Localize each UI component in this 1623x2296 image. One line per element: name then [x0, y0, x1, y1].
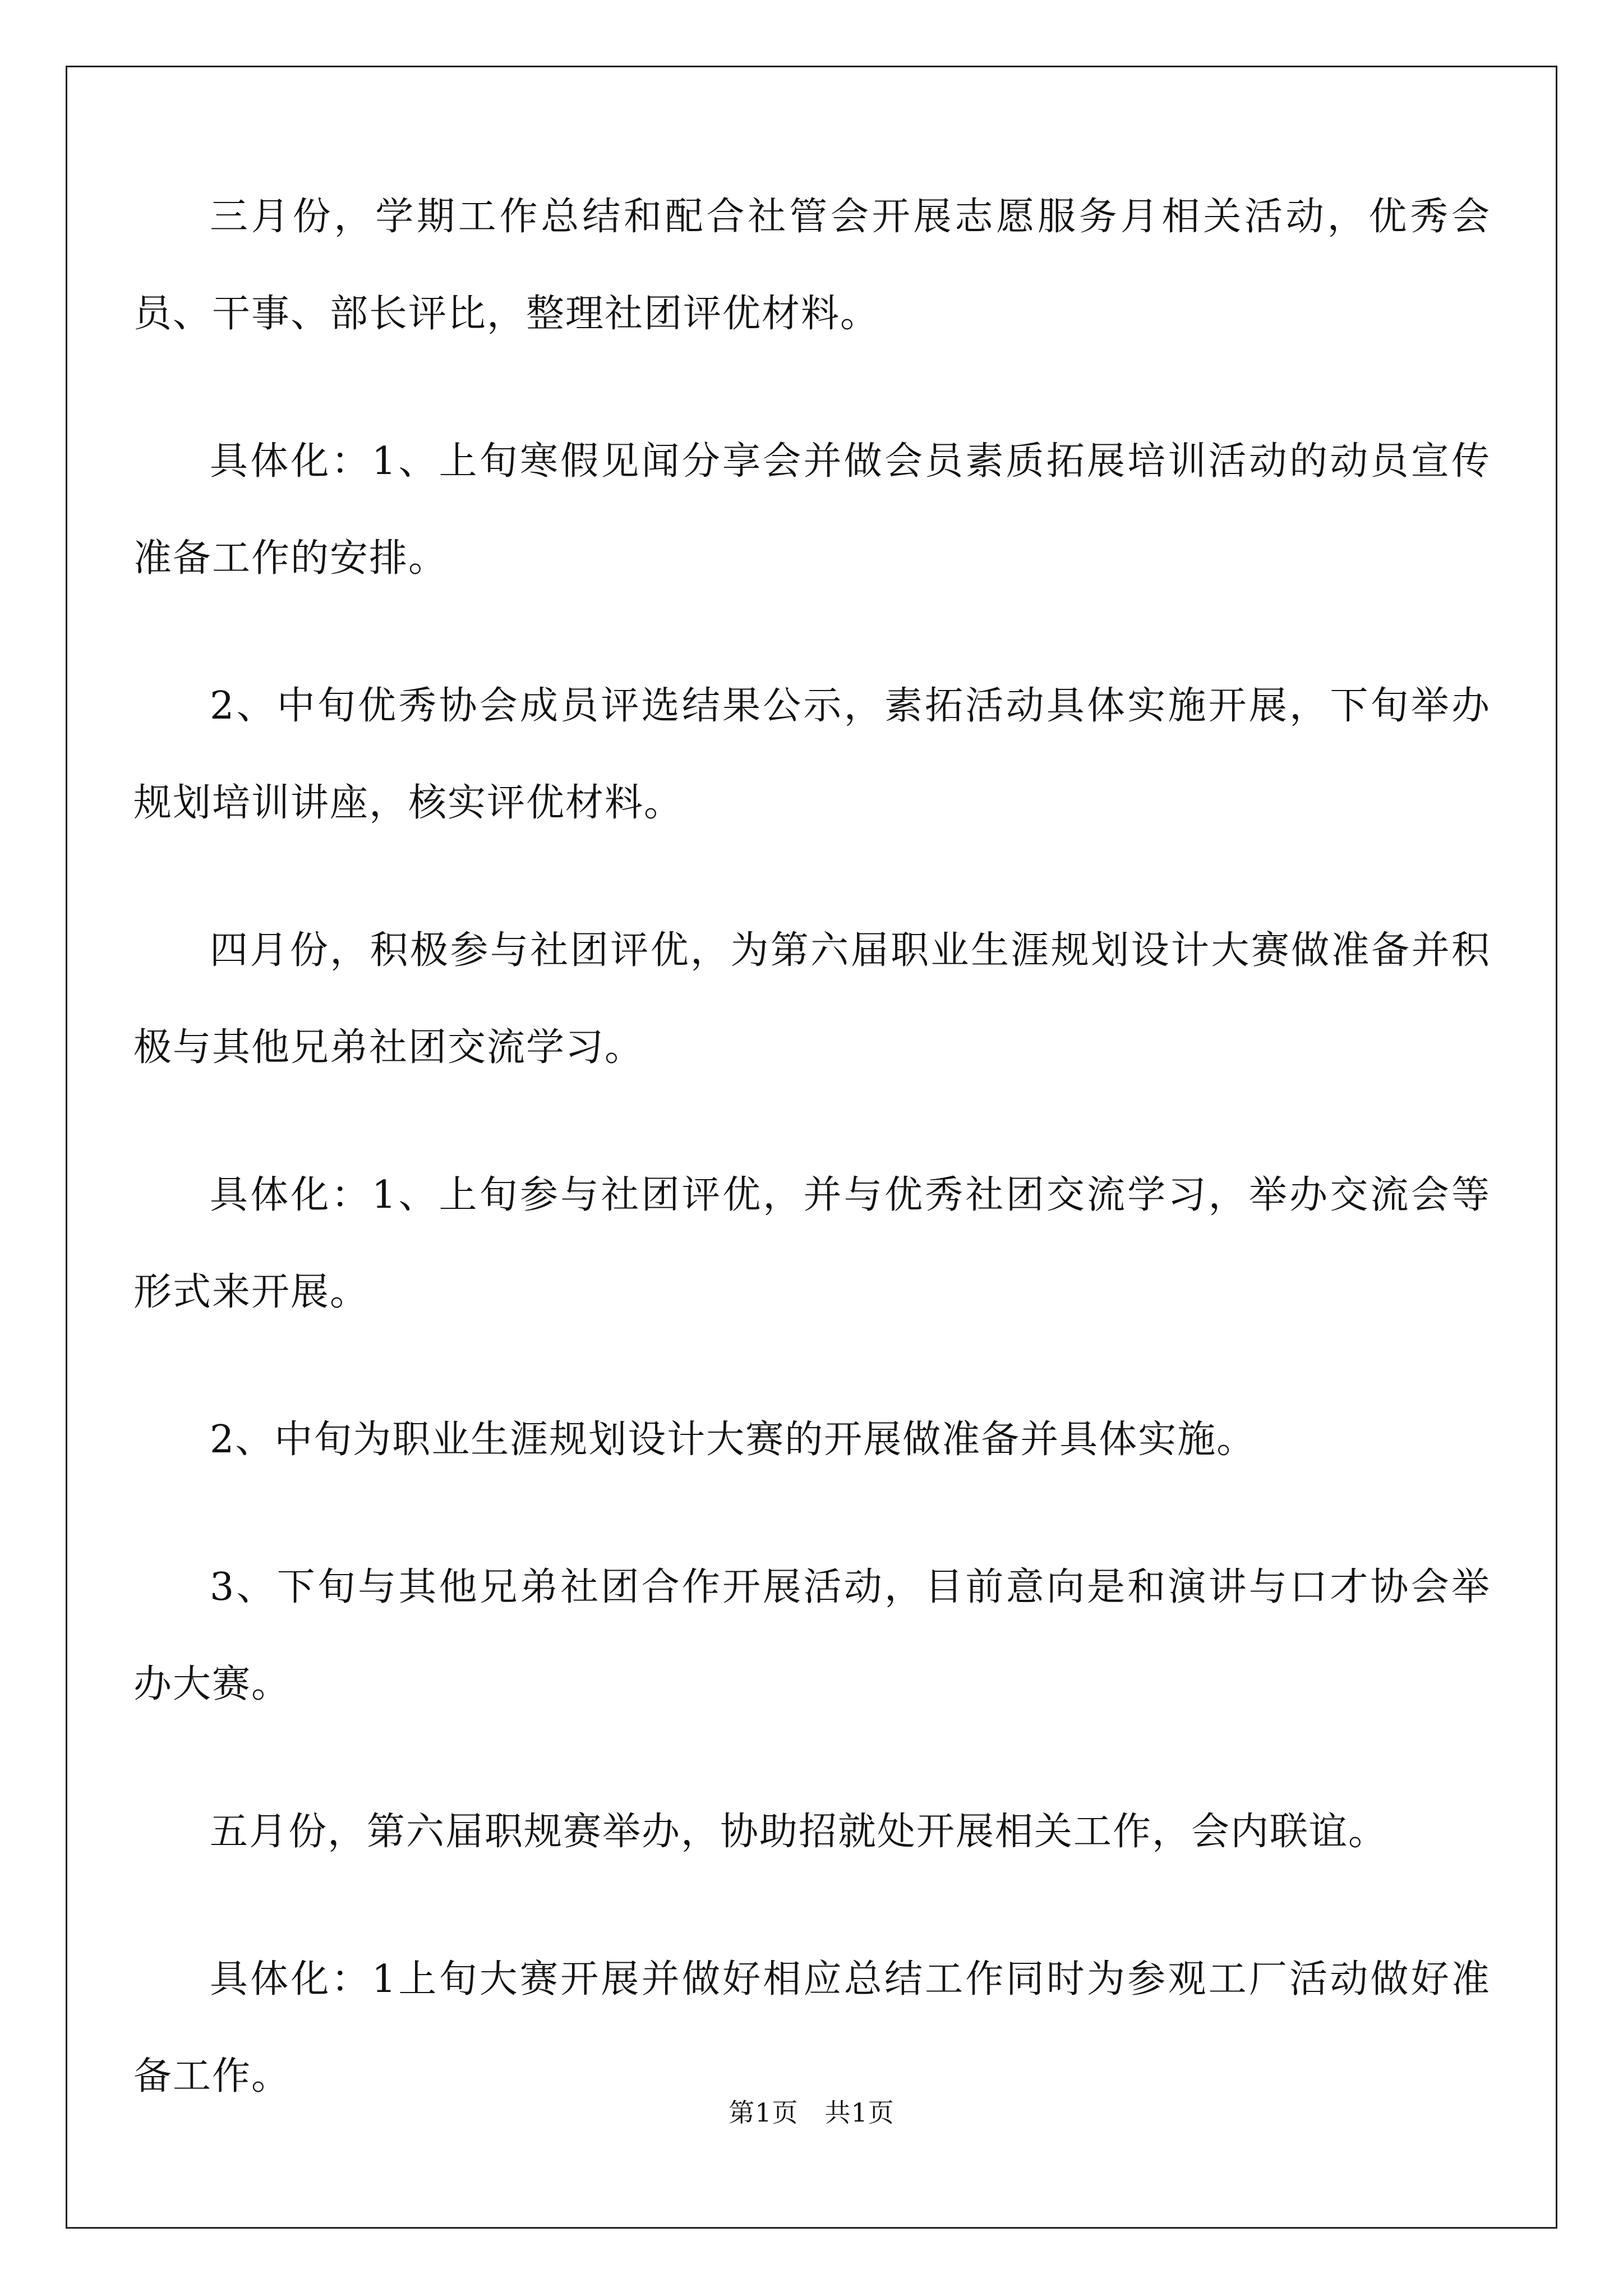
paragraph-april-detail-3: 3、下旬与其他兄弟社团合作开展活动，目前意向是和演讲与口才协会举办大赛。	[133, 1565, 1491, 1706]
paragraph-may-plan: 五月份，第六届职规赛举办，协助招就处开展相关工作，会内联谊。	[210, 1810, 1388, 1854]
document-body	[133, 168, 1491, 2175]
paragraph-may-detail-1: 具体化：1上旬大赛开展并做好相应总结工作同时为参观工厂活动做好准备工作。	[133, 1957, 1491, 2099]
page-number-footer: 第1页 共1页	[728, 2097, 895, 2128]
paragraph-march-plan: 三月份，学期工作总结和配合社管会开展志愿服务月相关活动，优秀会员、干事、部长评比，整理社团评优材料。	[133, 195, 1491, 336]
paragraph-april-detail-1: 具体化：1、上旬参与社团评优，并与优秀社团交流学习，举办交流会等形式来开展。	[133, 1173, 1491, 1314]
paragraph-april-detail-2: 2、中旬为职业生涯规划设计大赛的开展做准备并具体实施。	[210, 1418, 1256, 1462]
paragraph-april-plan: 四月份，积极参与社团评优，为第六届职业生涯规划设计大赛做准备并积极与其他兄弟社团交流学习。	[133, 928, 1491, 1070]
paragraph-march-detail-2: 2、中旬优秀协会成员评选结果公示，素拓活动具体实施开展，下旬举办规划培训讲座，核实评优材料。	[133, 684, 1491, 825]
paragraph-march-detail-1: 具体化：1、上旬寒假见闻分享会并做会员素质拓展培训活动的动员宣传准备工作的安排。	[133, 439, 1491, 581]
